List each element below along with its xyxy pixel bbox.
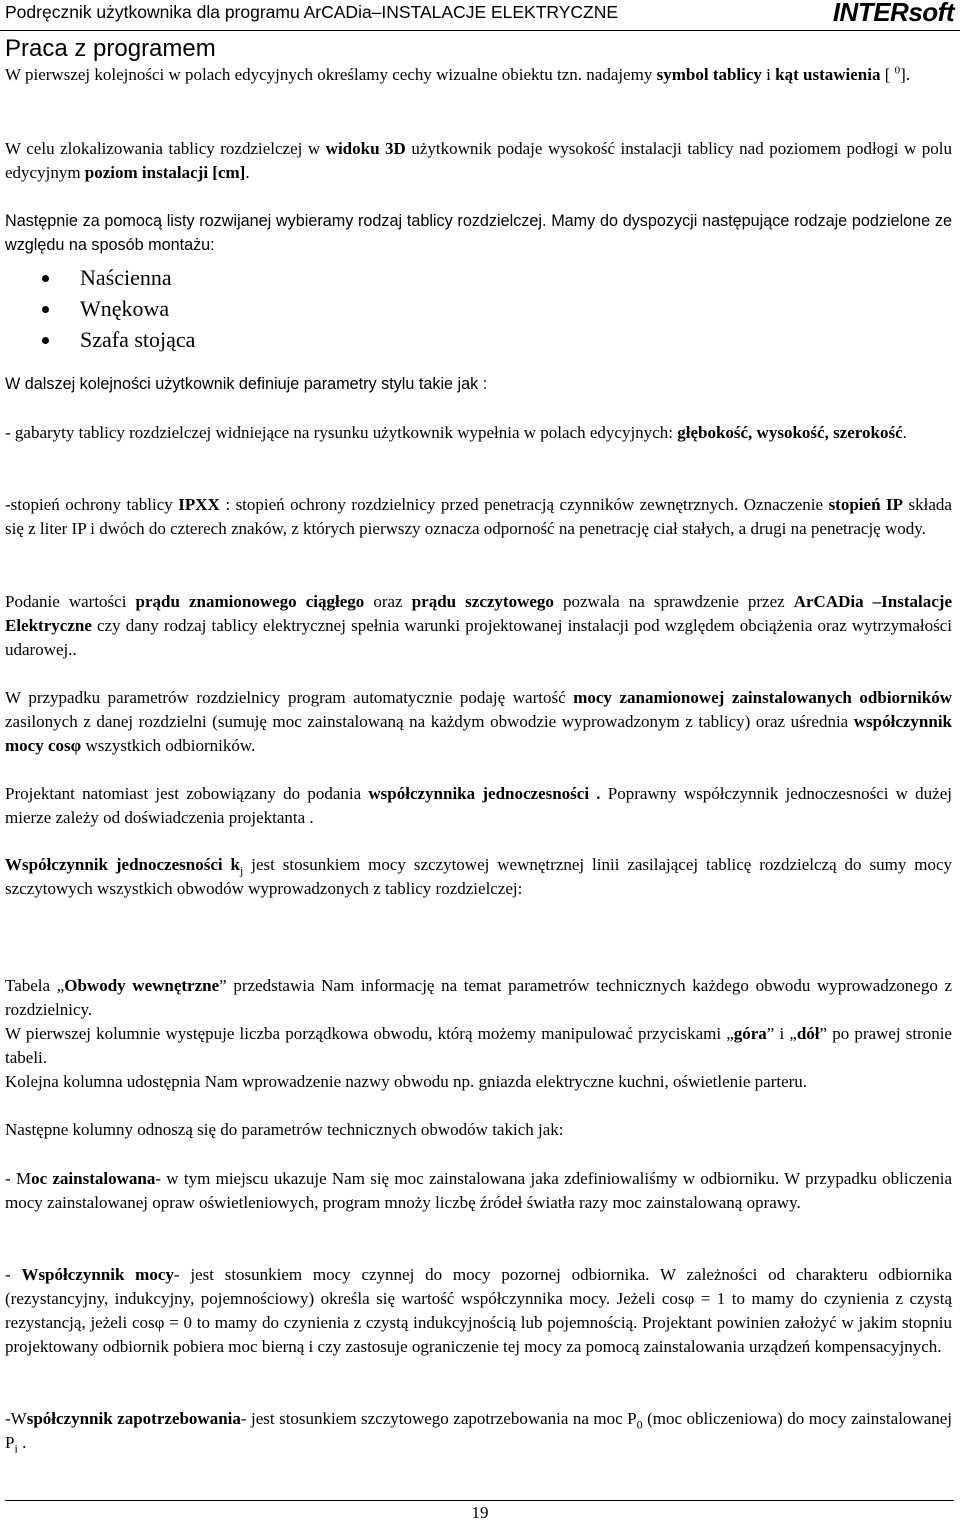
paragraph-visual-features: W pierwszej kolejności w polach edycyjnych określamy cechy wizualne obiektu tzn. nadajemy symbol tablicy i kąt ustawienia [ $^0$]. xyxy=(5,64,911,84)
paragraph-3d-location: W celu zlokalizowania tablicy rozdzielczej w widoku 3D użytkownik podaje wysokość instalacji tablicy nad poziomem podłogi w polu edycyjnym poziom instalacji [cm]. xyxy=(5,139,952,182)
board-type-list xyxy=(40,262,195,355)
paragraph-dimensions: - gabaryty tablicy rozdzielczej widniejące na rysunku użytkownik wypełnia w polach edycyjnych: głębokość, wysokość, szerokość. xyxy=(5,423,907,442)
header-title: Podręcznik użytkownika dla programu ArCADia–INSTALACJE ELEKTRYCZNE xyxy=(5,2,619,22)
paragraph-ip-rating: -stopień ochrony tablicy IPXX : stopień ochrony rozdzielnicy przed penetracją czynników zewnętrznych. Oznaczenie stopień IP składa się z liter IP i dwóch do czterech znaków, z których pierwszy oznacza odporność na penetrację ciał stałych, a drugi na penetrację wody. xyxy=(5,495,952,538)
paragraph-demand-factor: -Współczynnik zapotrzebowania- jest stosunkiem szczytowego zapotrzebowania na moc $P_0$ (moc obliczeniowa) do mocy zainstalowanej $P_i$ . xyxy=(5,1409,953,1456)
paragraph-first-column: W pierwszej kolumnie występuje liczba porządkowa obwodu, którą możemy manipulować przyciskami „góra” i „dół” po prawej stronie tabeli. xyxy=(5,1024,952,1067)
list-item: Szafa stojąca xyxy=(40,324,195,355)
footer-divider xyxy=(5,1500,954,1501)
paragraph-circuits-table: Tabela „Obwody wewnętrzne” przedstawia Nam informację na temat parametrów technicznych każdego obwodu wyprowadzonego z rozdzielnicy. xyxy=(5,976,953,1019)
paragraph-simultaneity: Projektant natomiast jest zobowiązany do podania współczynnika jednoczesności . Poprawny współczynnik jednoczesności w dużej mierze zależy od doświadczenia projektanta . xyxy=(5,784,952,827)
page-number: 19 xyxy=(471,1503,489,1522)
paragraph-next-columns: Następne kolumny odnoszą się do parametrów technicznych obwodów takich jak: xyxy=(5,1120,564,1139)
section-title: Praca z programem xyxy=(5,35,216,62)
page-header xyxy=(0,0,960,31)
paragraph-style-params: W dalszej kolejności użytkownik definiuje parametry stylu takie jak : xyxy=(5,375,488,393)
paragraph-installed-power: - Moc zainstalowana- w tym miejscu ukazuje Nam się moc zainstalowana jaka zdefiniowaliśmy w odbiorniku. W przypadku obliczenia mocy zainstalowanej opraw oświetleniowych, program mnoży liczbę źródeł światła razy moc zainstalowaną oprawy. xyxy=(5,1169,953,1212)
list-item: Wnękowa xyxy=(40,293,195,324)
paragraph-power: W przypadku parametrów rozdzielnicy program automatycznie podaję wartość mocy zanamionowej zainstalowanych odbiorników zasilonych z danej rozdzielni (sumuję moc zainstalowaną na każdym obwodzie wyprowadzonym z tablicy) oraz uśrednia współczynnik mocy cosφ wszystkich odbiorników. xyxy=(5,688,953,755)
paragraph-currents: Podanie wartości prądu znamionowego ciągłego oraz prądu szczytowego pozwala na sprawdzenie przez ArCADia –Instalacje Elektryczne czy dany rodzaj tablicy elektrycznej spełnia warunki projektowanej instalacji pod względem obciążenia oraz wytrzymałości udarowej.. xyxy=(5,592,953,659)
paragraph-board-type: Następnie za pomocą listy rozwijanej wybieramy rodzaj tablicy rozdzielczej. Mamy do dyspozycji następujące rodzaje podzielone ze względu na sposób montażu: xyxy=(5,212,952,254)
paragraph-second-column: Kolejna kolumna udostępnia Nam wprowadzenie nazwy obwodu np. gniazda elektryczne kuchni, oświetlenie parteru. xyxy=(5,1072,808,1091)
list-item: Naścienna xyxy=(40,262,195,293)
intersoft-logo: INTERsoft xyxy=(832,0,954,27)
paragraph-kj-definition: Współczynnik jednoczesności $k_j$ jest stosunkiem mocy szczytowej wewnętrznej linii zasilającej tablicę rozdzielczą do sumy mocy szczytowych wszystkich obwodów wyprowadzonych z tablicy rozdzielczej: xyxy=(5,855,953,898)
paragraph-power-factor: - Współczynnik mocy- jest stosunkiem mocy czynnej do mocy pozornej odbiornika. W zależności od charakteru odbiornika (rezystancyjny, indukcyjny, pojemnościowy) określa się wartość współczynnika mocy. Jeżeli cosφ = 1 to mamy do czynienia z czystą rezystancją, jeżeli cosφ = 0 to mamy do czynienia z czystą indukcyjnością lub pojemnością. Projektant powinien założyć w jakim stopniu projektowany odbiornik pobiera moc bierną i czy zastosuje ograniczenie tej mocy za pomocą zainstalowania urządzeń kompensacyjnych. xyxy=(5,1265,952,1356)
